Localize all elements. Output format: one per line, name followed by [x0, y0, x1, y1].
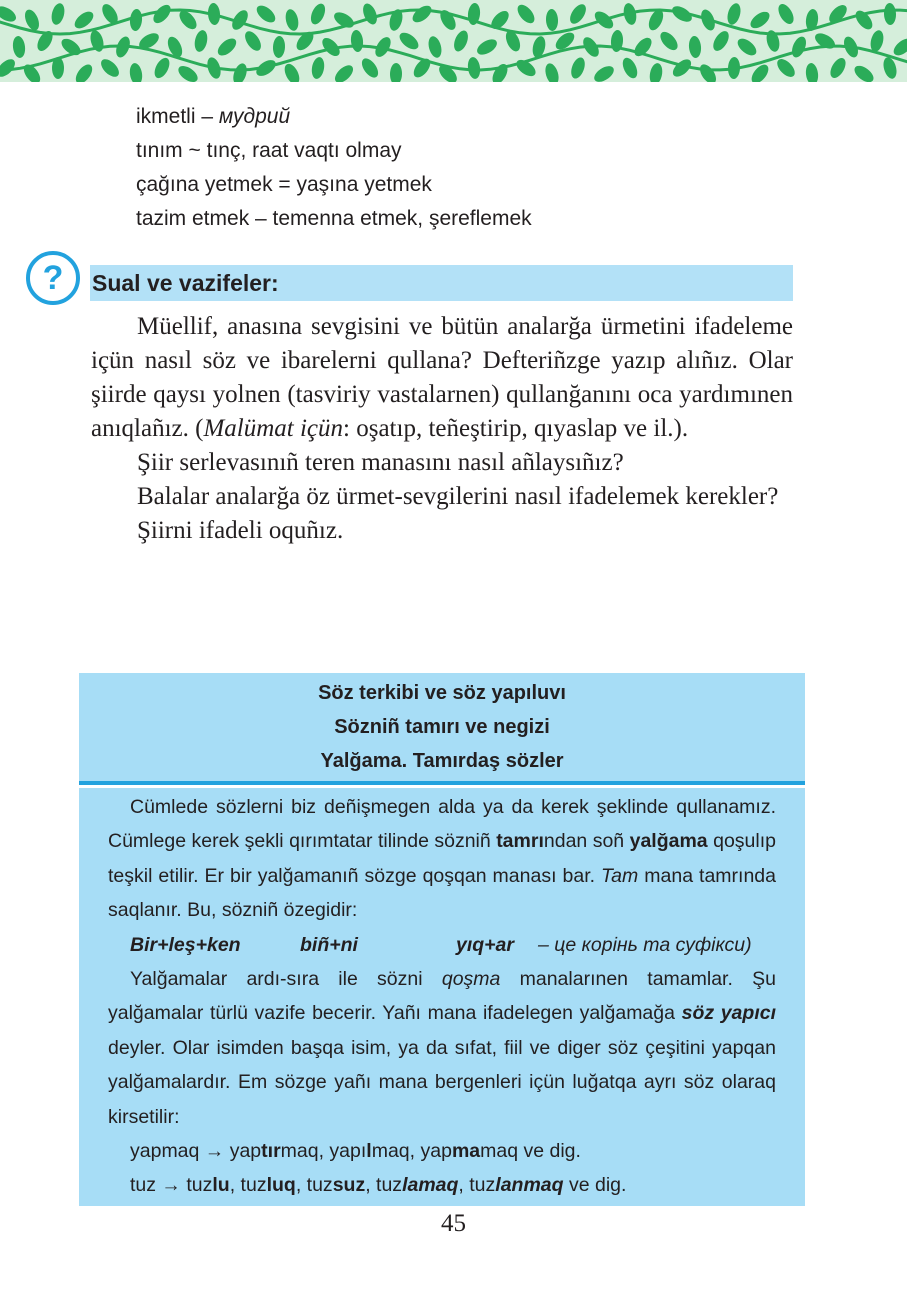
rule-heading-line: Yalğama. Tamırdaş sözler [320, 750, 564, 772]
vocab-gloss: мудрий [218, 105, 291, 128]
example-word: biñ+ni [300, 933, 358, 956]
morpheme-examples [108, 928, 776, 962]
example-note: – це корінь та суфікси) [538, 933, 752, 956]
task-paragraph: Şiirni ifadeli oquñız. [137, 517, 344, 544]
leaf-shape [52, 57, 64, 79]
vocab-line: tınım ~ tınç, raat vaqtı olmay [136, 139, 402, 162]
decorative-leaf-banner [0, 0, 907, 82]
rule-heading-line: Sözniñ tamırı ve negizi [334, 716, 550, 738]
rule-paragraph: Yalğamalar ardı-sıra ile sözni qoşma manalarınen tamamlar. Şu yalğamalar türlü vazife becerir. Yañı mana ifadelegen yalğamağa söz yapıcı deyler. Olar isimden başqa isim, ya da sıfat, fiil ve diger söz çeşitini yapqan yalğamalardır. Em sözge yañı mana bergenleri içün luğatqa ayrı söz olaraq kirsetilir: [108, 968, 776, 1128]
section-title: Sual ve vazifeler: [92, 270, 279, 296]
task-text [91, 310, 793, 548]
task-paragraph: Şiir serlevasınıñ teren manasını nasıl añlaysıñız? [137, 449, 624, 476]
vocab-line: çağına yetmek = yaşına yetmek [136, 173, 432, 196]
rule-heading-line: Söz terkibi ve söz yapıluvı [318, 682, 566, 704]
vocabulary-list [136, 100, 532, 236]
svg-text:?: ? [42, 259, 64, 297]
task-paragraph: Müellif, anasına sevgisini ve bütün analarğa ürmetini ifadeleme içün nasıl söz ve ibarelerni qullana? Defteriñzge yazıp alıñız. Olar şiirde qaysı yolnen (tasviriy vastalarnen) qullanğanını oca yardımınen anıqlañız. (Malümat içün: oşatıp, teñeştirip, qıyaslap ve il.). [91, 313, 793, 442]
vocab-line: ikmetli – мудрий [136, 105, 291, 128]
page-number: 45 [441, 1210, 466, 1237]
derivation-example: yapmaq → yaptırmaq, yapılmaq, yapmamaq ve dig. [130, 1140, 581, 1163]
vocab-line: tazim etmek – temenna etmek, şereflemek [136, 207, 532, 230]
example-word: yıq+ar [456, 933, 514, 956]
example-word: Bir+leş+ken [130, 933, 241, 956]
question-icon [25, 250, 81, 306]
rule-text [108, 790, 776, 1203]
task-paragraph: Balalar analarğa öz ürmet-sevgilerini nasıl ifadelemek kerekler? [137, 483, 779, 510]
rule-paragraph: Cümlede sözlerni biz deñişmegen alda ya da kerek şeklinde qullanamız. Cümlege kerek şekli qırımtatar tilinde sözniñ tamrından soñ yalğama qoşulıp teşkil etilir. Er bir yalğamanıñ sözge qoşqan manası bar. Tam mana tamrında saqlanır. Bu, sözniñ özegidir: [108, 796, 776, 922]
rule-box-heading [79, 673, 805, 785]
derivation-example: tuz → tuzlu, tuzluq, tuzsuz, tuzlamaq, tuzlanmaq ve dig. [130, 1174, 627, 1197]
